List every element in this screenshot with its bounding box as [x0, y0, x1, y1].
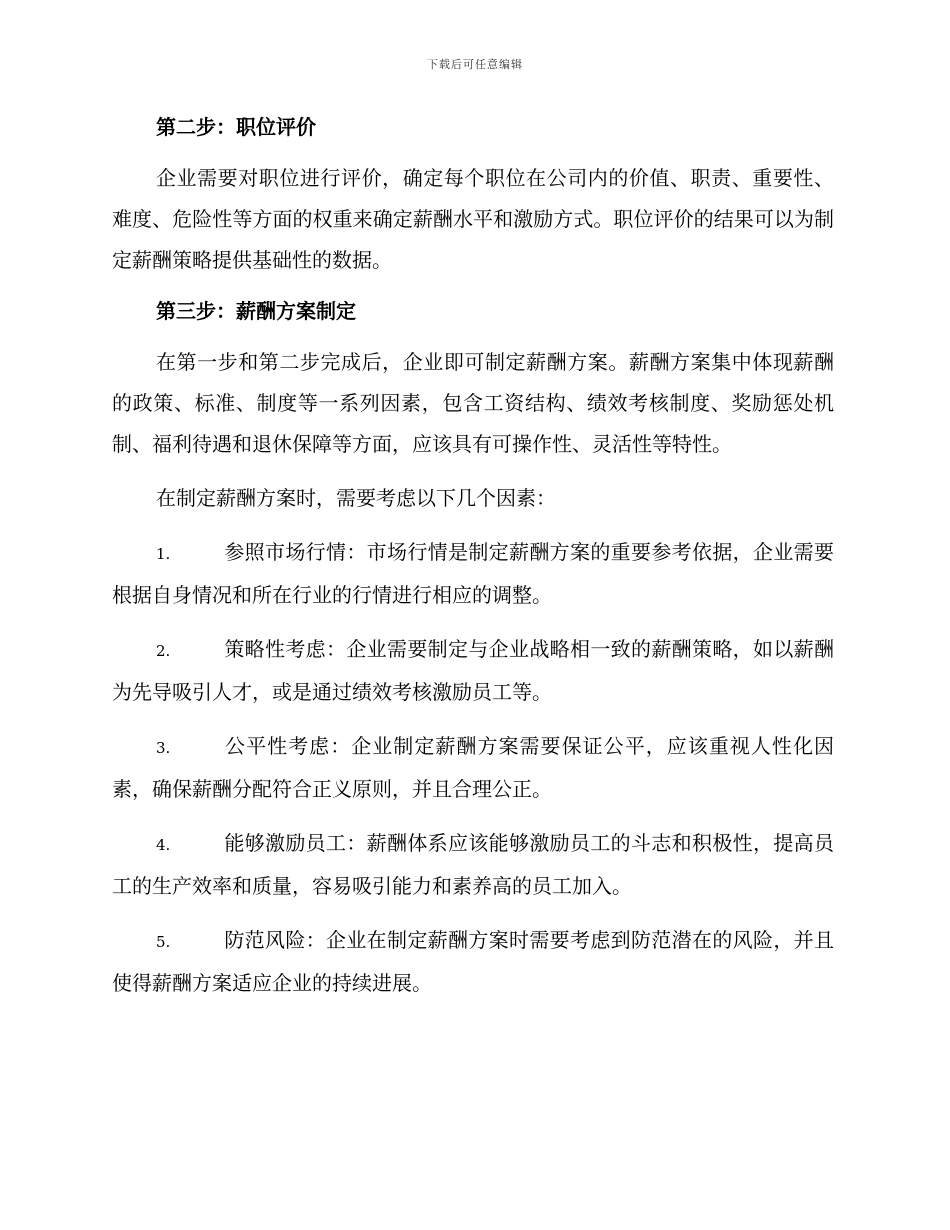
list-item	[112, 532, 834, 616]
section-heading-job-evaluation: 第二步：职位评价	[156, 115, 316, 139]
section-heading-compensation-plan: 第三步：薪酬方案制定	[156, 299, 356, 323]
list-item	[112, 629, 834, 713]
list-text: 参照市场行情：市场行情是制定薪酬方案的重要参考依据，企业需要根据自身情况和所在行业的行情进行相应的调整。	[112, 540, 834, 607]
list-text: 防范风险：企业在制定薪酬方案时需要考虑到防范潜在的风险，并且使得薪酬方案适应企业的持续进展。	[112, 928, 834, 995]
list-text: 公平性考虑：企业制定薪酬方案需要保证公平，应该重视人性化因素，确保薪酬分配符合正义原则，并且合理公正。	[112, 734, 834, 801]
list-number: 1.	[156, 545, 171, 563]
list-item	[112, 823, 834, 907]
list-number: 3.	[156, 739, 171, 757]
list-item	[112, 920, 834, 1004]
list-number: 2.	[156, 642, 171, 660]
list-item	[112, 726, 834, 810]
document-body	[112, 110, 834, 1017]
paragraph-compensation-plan: 在第一步和第二步完成后，企业即可制定薪酬方案。薪酬方案集中体现薪酬的政策、标准、制度等一系列因素，包含工资结构、绩效考核制度、奖励惩处机制、福利待遇和退休保障等方面，应该具有可操作性、灵活性等特性。	[112, 350, 834, 456]
paragraph-job-evaluation: 企业需要对职位进行评价，确定每个职位在公司内的价值、职责、重要性、难度、危险性等方面的权重来确定薪酬水平和激励方式。职位评价的结果可以为制定薪酬策略提供基础性的数据。	[112, 166, 834, 272]
list-number: 4.	[156, 836, 171, 854]
factor-list	[112, 532, 834, 1004]
factors-intro: 在制定薪酬方案时，需要考虑以下几个因素：	[156, 486, 556, 510]
list-text: 策略性考虑：企业需要制定与企业战略相一致的薪酬策略，如以薪酬为先导吸引人才，或是通过绩效考核激励员工等。	[112, 637, 834, 704]
list-text: 能够激励员工：薪酬体系应该能够激励员工的斗志和积极性，提高员工的生产效率和质量，容易吸引能力和素养高的员工加入。	[112, 831, 834, 898]
list-number: 5.	[156, 933, 171, 951]
header-note: 下载后可任意编辑	[427, 58, 523, 71]
